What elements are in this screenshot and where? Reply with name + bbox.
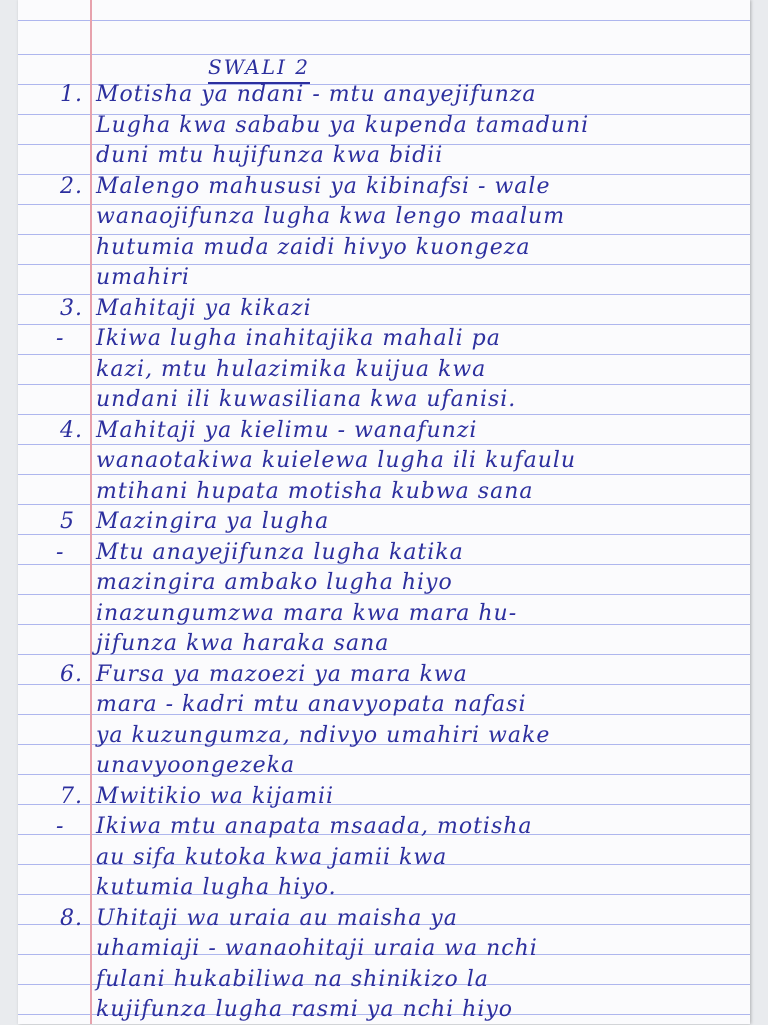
item-number: 4. xyxy=(60,417,83,443)
line-text: Ikiwa lugha inahitajika mahali pa xyxy=(96,326,501,351)
line-text: duni mtu hujifunza kwa bidii xyxy=(96,143,444,168)
line-text: unavyoongezeka xyxy=(96,753,296,778)
line-text: Fursa ya mazoezi ya mara kwa xyxy=(96,661,468,687)
text-line xyxy=(18,507,738,537)
item-number: - xyxy=(56,814,65,839)
text-line xyxy=(18,385,738,415)
text-line xyxy=(18,416,738,446)
line-text: jifunza kwa haraka sana xyxy=(96,631,390,656)
text-line xyxy=(18,294,738,324)
text-line xyxy=(18,599,738,629)
text-line xyxy=(18,477,738,507)
line-text: hutumia muda zaidi hivyo kuongeza xyxy=(96,234,531,260)
text-line xyxy=(18,263,738,293)
line-text: Mtu anayejifunza lugha katika xyxy=(96,539,464,565)
line-text: uhamiaji - wanaohitaji uraia wa nchi xyxy=(96,936,538,961)
line-text: kutumia lugha hiyo. xyxy=(96,875,337,900)
text-line xyxy=(18,965,738,995)
line-text: Malengo mahususi ya kibinafsi - wale xyxy=(96,173,551,199)
text-line xyxy=(18,751,738,781)
text-line xyxy=(18,843,738,873)
line-text: au sifa kutoka kwa jamii kwa xyxy=(96,844,448,870)
text-line xyxy=(18,355,738,385)
text-line xyxy=(18,172,738,202)
line-text: umahiri xyxy=(96,265,190,290)
text-line xyxy=(18,568,738,598)
line-text: Mahitaji ya kielimu - wanafunzi xyxy=(96,417,478,443)
item-number: 8. xyxy=(60,905,83,931)
line-text: wanaotakiwa kuielewa lugha ili kufaulu xyxy=(96,448,577,473)
line-text: undani ili kuwasiliana kwa ufanisi. xyxy=(96,387,517,412)
text-line xyxy=(18,904,738,934)
item-number: - xyxy=(56,326,65,351)
line-text: Mazingira ya lugha xyxy=(96,509,330,534)
line-text: kazi, mtu hulazimika kuijua kwa xyxy=(96,356,487,382)
line-text: inazungumzwa mara kwa mara hu- xyxy=(96,600,518,626)
text-line xyxy=(18,202,738,232)
text-line xyxy=(18,80,738,110)
text-line xyxy=(18,782,738,812)
text-line xyxy=(18,233,738,263)
text-line xyxy=(18,538,738,568)
notebook-page xyxy=(18,0,750,1024)
line-text: Mahitaji ya kikazi xyxy=(96,295,312,321)
line-text: kujifunza lugha rasmi ya nchi hiyo xyxy=(96,997,514,1022)
text-line xyxy=(18,111,738,141)
item-number: 2. xyxy=(60,173,83,199)
line-text: mazingira ambako lugha hiyo xyxy=(96,570,453,595)
line-text: ya kuzungumza, ndivyo umahiri wake xyxy=(96,722,551,748)
line-text: mara - kadri mtu anavyopata nafasi xyxy=(96,692,527,717)
text-line xyxy=(18,690,738,720)
item-number: - xyxy=(56,539,65,565)
text-line xyxy=(18,324,738,354)
line-text: mtihani hupata motisha kubwa sana xyxy=(96,478,534,504)
text-line xyxy=(18,934,738,964)
item-number: 7. xyxy=(60,783,83,809)
item-number: 1. xyxy=(60,82,83,107)
line-text: Lugha kwa sababu ya kupenda tamaduni xyxy=(96,112,590,138)
item-number: 5 xyxy=(60,509,75,534)
line-text: wanaojifunza lugha kwa lengo maalum xyxy=(96,204,566,229)
text-line xyxy=(18,660,738,690)
item-number: 6. xyxy=(60,661,83,687)
text-line xyxy=(18,721,738,751)
line-text: Mwitikio wa kijamii xyxy=(96,783,335,809)
text-line xyxy=(18,995,738,1025)
line-text: Ikiwa mtu anapata msaada, motisha xyxy=(96,814,533,839)
text-line xyxy=(18,446,738,476)
text-line xyxy=(18,629,738,659)
item-number: 3. xyxy=(60,295,83,321)
line-text: fulani hukabiliwa na shinikizo la xyxy=(96,966,489,992)
page-title: SWALI 2 xyxy=(208,52,310,84)
line-text: Uhitaji wa uraia au maisha ya xyxy=(96,905,458,931)
text-line xyxy=(18,812,738,842)
line-text: Motisha ya ndani - mtu anayejifunza xyxy=(96,82,537,107)
text-line xyxy=(18,141,738,171)
text-line xyxy=(18,873,738,903)
